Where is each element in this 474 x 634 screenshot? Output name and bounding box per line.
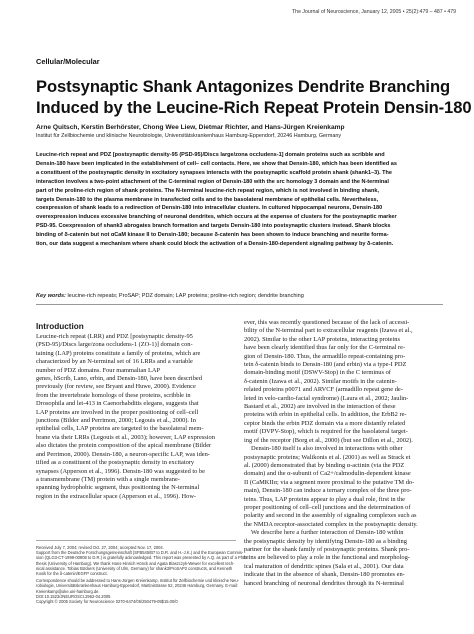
body-text-line: proteins with erbin in epithelial cells. In addition, the ErbB2 re- [244, 411, 407, 419]
body-text-line: We describe here a further interaction of Densin-180 within [251, 529, 404, 537]
body-text-line: a transmembrane (TM) protein with a single membrane- [36, 475, 180, 483]
abstract-line: Leucine-rich repeat and PDZ [postsynaptic density-95 (PSD-95)/Discs large/zona occludens-1] domain proteins such as scribble and [36, 152, 385, 158]
keywords-text: leucine-rich repeats; ProSAP; PDZ domain; LAP proteins; proline-rich region; dendrite branching [65, 293, 304, 299]
abstract-line: tion, our data suggest a mechanism where shank could block the activation of a Densin-180-dependent signaling pathway by δ-catenin. [36, 241, 394, 248]
abstract-line: targets Densin-180 to the plasma membrane in transfected cells and to the basolateral membrane of epithelial cells. Nevertheless, [36, 196, 379, 203]
body-text-line: tified as a constituent of the postsynaptic density in excitatory [36, 459, 195, 467]
body-text-line: Drosophila and let-413 in Caenorhabditis elegans, suggests that [36, 400, 199, 408]
footnote-line: Kosik for the δ-catenin/EGFP construct. [36, 571, 108, 577]
abstract [36, 151, 443, 249]
body-text-line: 2002). Similar to the other LAP proteins, interacting proteins [244, 335, 400, 343]
right-column [244, 319, 444, 588]
body-text-line: leted in velo-cardio-facial syndrome) (Laura et al., 2002; Jaulin- [244, 394, 409, 402]
footnote-line: robiologie, Universitätskrankenhaus Hamburg-Eppendorf, Martinistrasse 52, 20246 Hamburg, Germany. E-mail: [36, 583, 238, 589]
footnote-line: Copyright © 2005 Society for Neuroscience 0270-6474/05/250479-09$15.00/0 [36, 599, 178, 605]
abstract-line: Densin-180 have been implicated in the establishment of cell– cell contacts. Here, we show that Densin-180, which has been identified as [36, 160, 397, 167]
body-text-line: spanning hydrophobic segment, thus positioning the N-terminal [36, 484, 200, 492]
body-text-line: taining (LAP) proteins constitute a family of proteins, which are [36, 349, 201, 357]
body-text-line: and Perrimon, 2000). Densin-180, a neuron-specific LAP, was iden- [36, 450, 210, 458]
body-text-line: δ-catenin (Izawa et al., 2002). Similar motifs in the catenin- [244, 377, 397, 385]
section-label: Cellular/Molecular [36, 57, 100, 66]
body-text-line: brane via their LRRs (Legouis et al., 2003); however, LAP expression [36, 433, 215, 441]
title-line: Induced by the Leucine-Rich Repeat Protein Densin-180 [36, 98, 472, 117]
body-text-line: tein δ-catenin binds to Densin-180 (and erbin) via a type-I PDZ [244, 361, 407, 369]
body-text-line: ceptor binds the erbin PDZ domain via a more distantly related [244, 419, 406, 427]
footnote-line: DOI:10.1523/JNEUROSCI.2962-04.2005 [36, 593, 111, 599]
body-text-line: indicate that in the absence of shank, Densin-180 promotes en- [244, 571, 405, 579]
footnote-line: sion (QLG3-CT-1999-00908 to D.R.) is gratefully acknowledged. This report was presented by A.Q. as part of a PhD [36, 555, 246, 561]
left-column [36, 318, 236, 501]
body-text-line: partner for the shank family of postsynaptic proteins. Shank pro- [244, 545, 410, 553]
body-text-line: epithelial cells, LAP proteins are targeted to the basolateral mem- [36, 425, 204, 433]
abstract-line: binding of δ-catenin but not αCaM kinase II to Densin-180; because δ-catenin has been shown to induce branching and neurite forma- [36, 232, 389, 239]
body-text-line: ical maturation of dendritic spines (Sala et al., 2001). Our data [244, 562, 404, 570]
body-text-line: genes, hScrib, Lano, erbin, and Densin-180, have been described [36, 375, 202, 383]
introduction-heading: Introduction [36, 322, 84, 331]
body-text-line: postsynaptic proteins; Walikonis et al. (2001) as well as Strack et [244, 453, 411, 461]
keywords-label: Key words: [36, 293, 66, 299]
body-text-line: II (CaMKIIα; via a segment more proximal to the putative TM do- [244, 478, 415, 486]
body-text-line: related proteins p0071 and ARVCF (armadillo repeat gene de- [244, 386, 403, 394]
body-text-line: from the invertebrate homologs of these proteins, scribble in [36, 391, 191, 399]
body-text-line: synapses (Apperson et al., 1996). Densin-180 was suggested to be [36, 467, 205, 475]
footnote-divider [36, 540, 236, 541]
keywords [36, 292, 443, 300]
author-list: Arne Quitsch, Kerstin Berhörster, Chong Wee Liew, Dietmar Richter, and Hans-Jürgen Kreienkamp [36, 124, 345, 131]
footnotes [36, 545, 246, 605]
body-text-line: ing of the receptor (Borg et al., 2000) (but see Dillon et al., 2002). [244, 436, 413, 444]
footnote-line: nical assistance. Tobias Böckers (University of Ulm, Germany) for shank3/ProSAP2 constructs, and Kenneth [36, 565, 233, 571]
section-divider [36, 304, 443, 305]
footnote-line: Correspondence should be addressed to Hans-Jürgen Kreienkamp, Institut für Zellbiochemie und klinische Neu- [36, 578, 239, 584]
body-text-line: have been clearly identified thus far only for the C-terminal re- [244, 344, 406, 352]
abstract-line: part of the proline-rich region of shank proteins. The N-terminal leucine-rich repeat region, which is not involved in binding shank, [36, 187, 380, 194]
body-text-line: bility of the N-terminal part to extracellular reagents (Izawa et al., [244, 327, 413, 335]
body-text-line: LAP proteins are involved in the proper positioning of cell–cell [36, 408, 199, 416]
abstract-line: overexpression induces excessive branching of neuronal dendrites, which occurs at the expense of clusters for the postsynaptic marker [36, 214, 397, 221]
affiliation: Institut für Zellbiochemie und klinische Neurobiologie, Universitätskrankenhaus Hamburg-Eppendorf, 20246 Hamburg, Germany [36, 133, 342, 139]
body-text-line: domain) and the α-subunit of Ca2+/calmodulin-dependent kinase [244, 470, 411, 478]
body-text-line: teins. Thus, LAP proteins appear to play a dual role, first in the [244, 495, 405, 503]
abstract-line: interaction involves a two-point attachment of the C-terminal region of Densin-180 with the src homology 3 domain and the N-terminal [36, 178, 389, 185]
body-text-line: gion of Densin-180. Thus, the armadillo repeat-containing pro- [244, 352, 406, 360]
body-text-line: proper positioning of cell–cell junctions and the determination of [244, 503, 411, 511]
body-text-line: motif (DVPV-Stop), which is required for the basolateral target- [244, 428, 408, 436]
body-text-line: junctions (Bilder and Perrimon, 2000; Legouis et al., 2000). In [36, 417, 196, 425]
abstract-line: a constituent of the postsynaptic density in excitatory synapses interacts with the postsynaptic scaffold protein shank (shank1–3). The [36, 169, 393, 176]
footnote-line: Support from the Deutsche Forschungsgemeinschaft (SFB545/B7 to D.R. and H.-J.K.) and the European Commis- [36, 550, 244, 556]
running-head: The Journal of Neuroscience, January 12, 2005 • 25(2):479 – 487 • 479 [292, 9, 456, 15]
body-text-line: polarity and second in the assembly of signaling complexes such as [244, 512, 417, 520]
footnote-line: Received July 7, 2004; revised Oct. 27, 2004; accepted Nov. 17, 2004. [36, 545, 164, 550]
body-text-line: teins are believed to play a role in the functional and morpholog- [244, 554, 410, 562]
body-text-line: domain-binding motif (DSWV-Stop) in the C terminus of [244, 369, 391, 377]
body-text-line: al. (2000) demonstrated that by binding α-actinin (via the PDZ [244, 461, 405, 469]
body-text-line: region in the extracellular space (Apperson et al., 1996). How- [36, 492, 197, 500]
body-text-line: main), Densin-180 can induce a ternary complex of the three pro- [244, 487, 412, 495]
body-text-line: Densin-180 itself is also involved in interactions with other [251, 445, 403, 453]
article-title [36, 76, 472, 118]
abstract-line: PSD-95. Coexpression of shank3 abrogates branch formation and targets Densin-180 into postsynaptic clusters instead. Shank blocks [36, 223, 391, 230]
footnote-line: thesis (University of Hamburg). We thank Hans-Hinrich Hönck and Agata Blaszczyk-Wewer for excellent tech- [36, 560, 235, 566]
body-text-line: hanced branching of neuronal dendrites through its N-terminal [244, 579, 404, 587]
body-text-line: (PSD-95)/Discs large/zona occludens-1 (ZO-1)] domain con- [36, 341, 193, 349]
body-text-line: previously (for review, see Bryant and Huwe, 2000). Evidence [36, 383, 196, 391]
body-text-line: number of PDZ domains. Four mammalian LAP [36, 366, 161, 374]
body-text-line: characterized by an N-terminal set of 16 LRRs and a variable [36, 358, 193, 366]
body-text-line: the postsynaptic density by identifying Densin-180 as a binding [244, 537, 407, 545]
body-text-line: Bastard et al., 2002) are involved in the interaction of these [244, 403, 396, 411]
footnote-line: Kreienkamp@uke.uni-hamburg.de. [36, 588, 100, 594]
body-text-line: ever, this was recently questioned because of the lack of accessi- [244, 319, 410, 326]
title-line: Postsynaptic Shank Antagonizes Dendrite Branching [36, 77, 451, 96]
body-text-line: Leucine-rich repeat (LRR) and PDZ [postsynaptic density-95 [36, 333, 193, 340]
abstract-line: coexpression of shank leads to a redirection of Densin-180 into intracellular clusters. In cultured hippocampal neurons, Densin-180 [36, 205, 383, 212]
body-text-line: also dictates the protein composition of the apical membrane (Bilder [36, 442, 212, 450]
body-text-line: the NMDA receptor-associated complex in the postsynaptic density. [244, 520, 418, 528]
left-column-text [36, 333, 236, 501]
